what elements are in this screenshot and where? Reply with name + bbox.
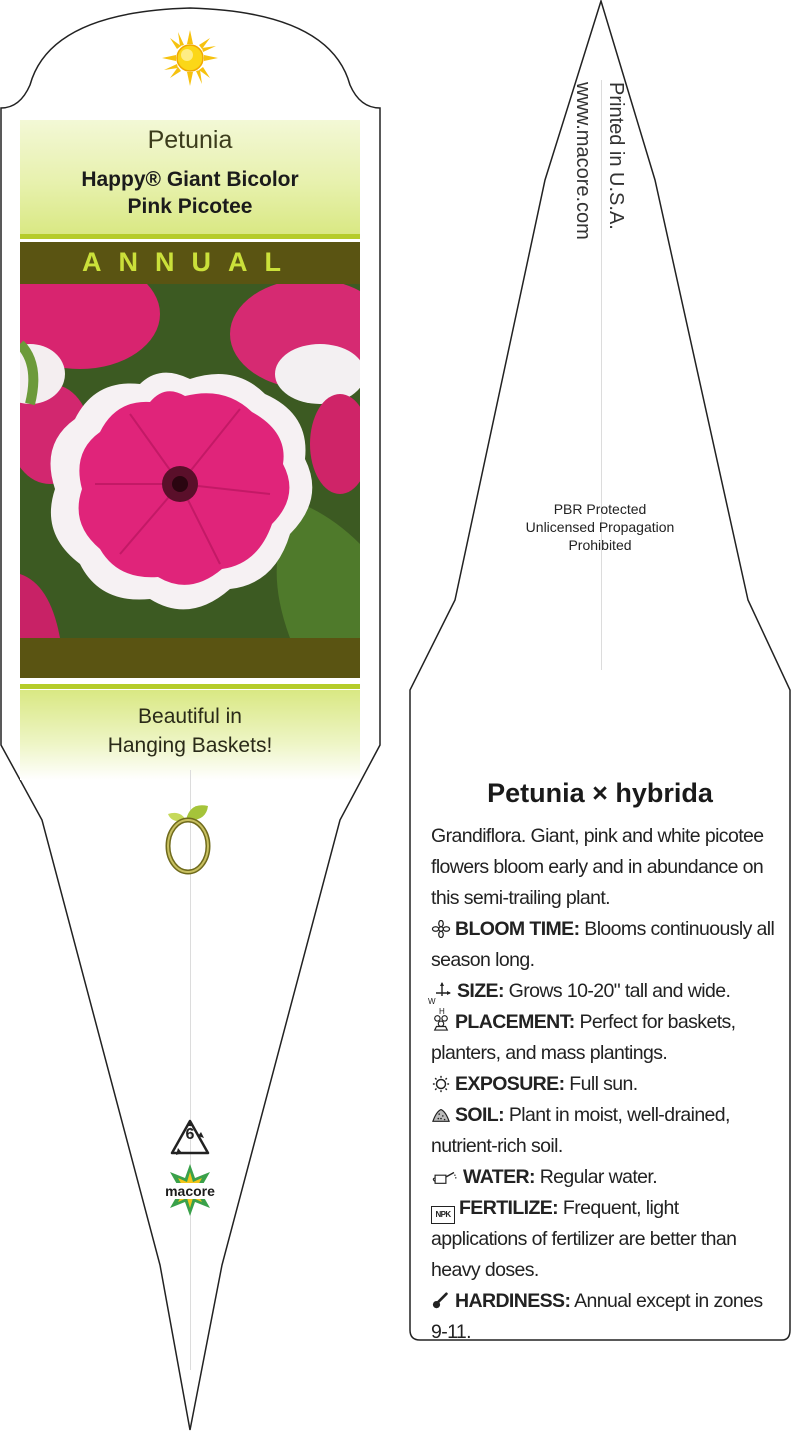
care-info [428,821,776,1348]
care-placement [431,1007,776,1069]
water-label: WATER: [463,1166,535,1188]
lime-stripe-bottom [20,684,360,689]
variety-name [20,166,360,220]
variety-line1: Happy® Giant Bicolor [81,168,299,191]
fertilize-text: Frequent, light applications of fertilizer are better than heavy doses. [431,1197,737,1281]
soil-pile-icon [431,1106,451,1124]
tagline-line1: Beautiful in [138,705,242,728]
fertilize-label: FERTILIZE: [459,1197,559,1219]
hardiness-text: Annual except in zones 9-11. [431,1290,763,1343]
water-text: Regular water. [539,1166,658,1188]
brand-name: macore [152,1183,228,1199]
bloom-time-text: Blooms continuously all season long. [431,918,775,971]
thermometer-icon [431,1292,451,1310]
size-text: Grows 10-20" tall and wide. [508,980,731,1002]
placement-text: Perfect for baskets, planters, and mass plantings. [431,1011,736,1064]
care-soil [431,1100,776,1162]
exposure-text: Full sun. [569,1073,638,1095]
size-arrows-icon [428,982,453,1016]
size-h-label: H [439,1007,445,1016]
tagline [20,702,360,760]
placement-label: PLACEMENT: [455,1011,575,1033]
printed-in: Printed in U.S.A. [605,82,627,230]
bloom-time-label: BLOOM TIME: [455,918,580,940]
category-label: ANNUAL [82,247,298,277]
variety-line2: Pink Picotee [127,195,253,218]
npk-label: NPK [435,1210,451,1219]
common-name: Petunia [147,126,233,154]
flower-icon [431,920,451,938]
care-size [428,976,776,1016]
care-bloom-time [431,914,776,976]
recycle-number: 6 [185,1126,195,1143]
care-hardiness [431,1286,776,1348]
size-w-label: W [428,997,435,1006]
pbr-line3: Prohibited [568,537,632,553]
description: Grandiflora. Giant, pink and white picotee flowers bloom early and in abundance on this semi-trailing plant. [431,825,764,909]
macore-leaf-icon [158,800,218,880]
soil-label: SOIL: [455,1104,504,1126]
website: www.macore.com [572,82,594,240]
size-label: SIZE: [457,980,504,1002]
sun-icon [160,28,220,88]
care-fertilize [431,1193,776,1286]
pbr-line1: PBR Protected [553,501,647,517]
sun-outline-icon [431,1075,451,1093]
pbr-notice [470,500,730,554]
hardiness-label: HARDINESS: [455,1290,571,1312]
tagline-line2: Hanging Baskets! [107,734,273,757]
botanical-name: Petunia × hybrida [487,778,713,808]
care-exposure [431,1069,776,1100]
soil-text: Plant in moist, well-drained, nutrient-rich soil. [431,1104,730,1157]
npk-icon [431,1206,455,1224]
care-water [431,1162,776,1193]
petunia-photo [20,284,360,638]
lime-stripe-top [20,234,360,239]
olive-band-bottom [20,638,360,678]
right-fold-line [601,80,602,670]
watering-can-icon [431,1168,459,1186]
exposure-label: EXPOSURE: [455,1073,565,1095]
pbr-line2: Unlicensed Propagation [525,519,675,535]
